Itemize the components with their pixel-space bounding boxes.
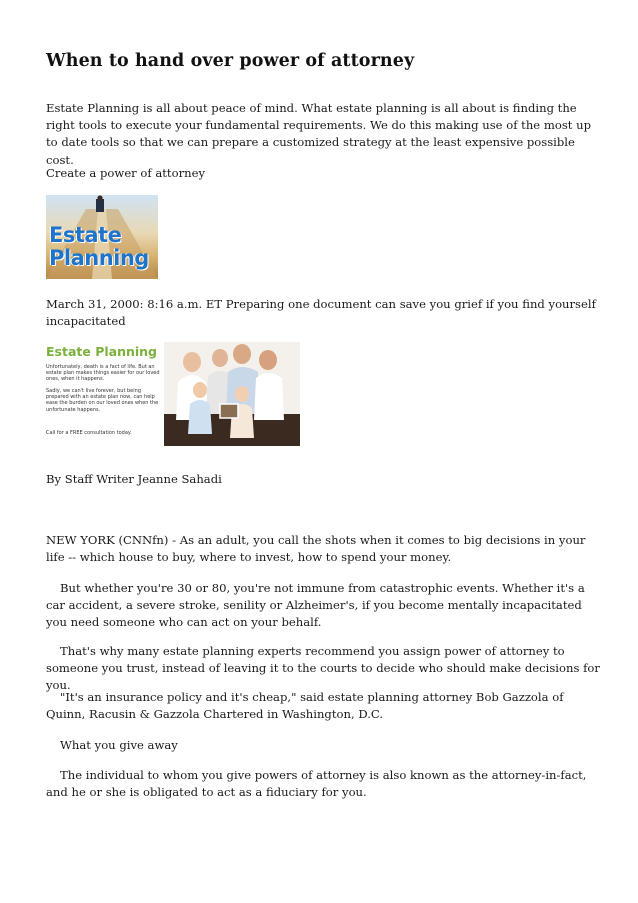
planning-word: Planning [49, 246, 149, 270]
create-poa-link[interactable]: Create a power of attorney [46, 166, 205, 180]
ad-title: Estate Planning [46, 344, 158, 359]
ad-call-to-action: Call for a FREE consultation today. [46, 430, 132, 436]
estate-planning-image [46, 195, 158, 279]
estate-planning-ad-image [46, 342, 300, 446]
estate-word: Estate [49, 223, 122, 247]
paragraph-4: "It's an insurance policy and it's cheap," said estate planning attorney Bob Gazzola of Quinn, Racusin & Gazzola Chartered in Washington, D.C. [46, 690, 564, 722]
byline: By Staff Writer Jeanne Sahadi [46, 472, 222, 486]
ad-text-1: Unfortunately, death is a fact of life. But an estate plan makes things easier for our loved ones, when it happens. [46, 364, 160, 383]
dateline: March 31, 2000: 8:16 a.m. ET Preparing one document can save you grief if you find yourself incapacitated [46, 297, 596, 329]
article-title: When to hand over power of attorney [46, 51, 415, 71]
paragraph-3: That's why many estate planning experts recommend you assign power of attorney to someone you trust, instead of leaving it to the courts to decide who should make decisions for you. [46, 644, 600, 693]
intro-paragraph: Estate Planning is all about peace of mind. What estate planning is all about is finding the right tools to execute your fundamental requirements. We do this making use of the most up to date tools so that we can prepare a customized strategy at the least expensive possible cost. [46, 101, 592, 167]
paragraph-5: The individual to whom you give powers of attorney is also known as the attorney-in-fact, and he or she is obligated to act as a fiduciary for you. [46, 768, 587, 800]
ad-text-2: Sadly, we can't live forever, but being prepared with an estate plan now, can help ease the burden on our loved ones when the unfortunate happens. [46, 388, 159, 413]
subhead: What you give away [60, 738, 178, 752]
paragraph-1: NEW YORK (CNNfn) - As an adult, you call the shots when it comes to big decisions in your life -- which house to buy, where to invest, how to spend your money. [46, 533, 586, 565]
paragraph-2: But whether you're 30 or 80, you're not immune from catastrophic events. Whether it's a car accident, a severe stroke, senility or Alzheimer's, if you become mentally incapacitated you need someone who can act on your behalf. [46, 581, 585, 630]
family-photo [164, 342, 300, 446]
